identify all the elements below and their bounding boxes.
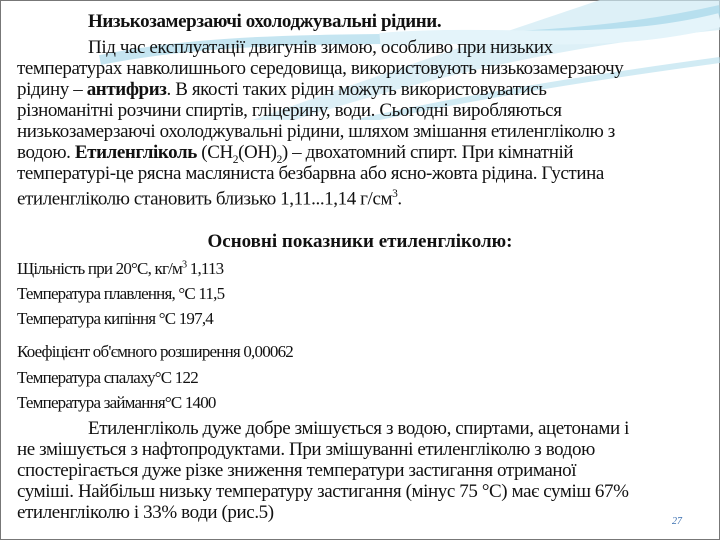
properties-heading: Основні показники етиленгліколю: (207, 231, 513, 252)
text: . (397, 188, 402, 210)
closing-line: спостерігається дуже різке зниження температури застигання отриманої (17, 460, 577, 481)
ethylene-glycol-term: Етиленгліколь (74, 142, 197, 163)
intro-line: Під час експлуатації двигунів зимою, особливо при низьких (88, 37, 553, 58)
property-boiling-point: Температура кипіння °С 197,4 (17, 309, 213, 328)
text: (CH (196, 142, 233, 163)
intro-line: різноманітні розчини спиртів, гліцерину, води. Сьогодні виробляються (17, 100, 562, 121)
intro-line: температурі-це рясна масляниста безбарвна або ясно-жовта рідина. Густина (17, 163, 604, 184)
text: рідину – (17, 79, 87, 100)
intro-line: низькозамерзаючі охолоджувальні рідини, шляхом змішання етиленгліколю з (17, 121, 615, 142)
text: 1,113 (186, 259, 224, 278)
closing-line: етиленгліколю і 33% води (рис.5) (17, 502, 274, 523)
text: ) – двохатомний спирт. При кімнатній (281, 142, 574, 163)
text: водою. (17, 142, 75, 163)
intro-line: температурах навколишнього середовища, використовують низькозамерзаючу (17, 58, 624, 79)
closing-line: не змішується з нафтопродуктами. При змішуванні етиленгліколю з водою (17, 439, 595, 460)
slide-title: Низькозамерзаючі охолоджувальні рідини. (88, 11, 442, 32)
subscript: 2 (232, 153, 239, 166)
page-number: 27 (672, 516, 682, 527)
intro-line (17, 79, 547, 100)
property-ignition-point: Температура займання°С 1400 (17, 393, 216, 412)
closing-line: суміші. Найбільш низьку температуру застигання (мінус 75 °С) має суміш 67% (17, 481, 629, 502)
text: (OH) (238, 142, 277, 163)
superscript: 3 (182, 259, 187, 271)
property-melting-point: Температура плавлення, °С 11,5 (17, 284, 225, 303)
closing-line: Етиленгліколь дуже добре змішується з водою, спиртами, ацетонами і (88, 418, 629, 439)
intro-line (17, 184, 402, 209)
subscript: 2 (276, 153, 282, 166)
text: Щільність при 20°С, кг/м (17, 259, 183, 278)
property-flash-point: Температура спалаху°С 122 (17, 368, 198, 387)
antifreeze-term: антифриз (86, 79, 167, 100)
superscript: 3 (392, 188, 398, 200)
property-density (17, 259, 223, 279)
text: етиленгліколю становить близько 1,11...1,14 г/см (17, 188, 393, 210)
property-expansion-coefficient: Коефіцієнт об'ємного розширення 0,00062 (17, 342, 294, 361)
text: . В якості таких рідин можуть використовуватись (166, 79, 547, 100)
